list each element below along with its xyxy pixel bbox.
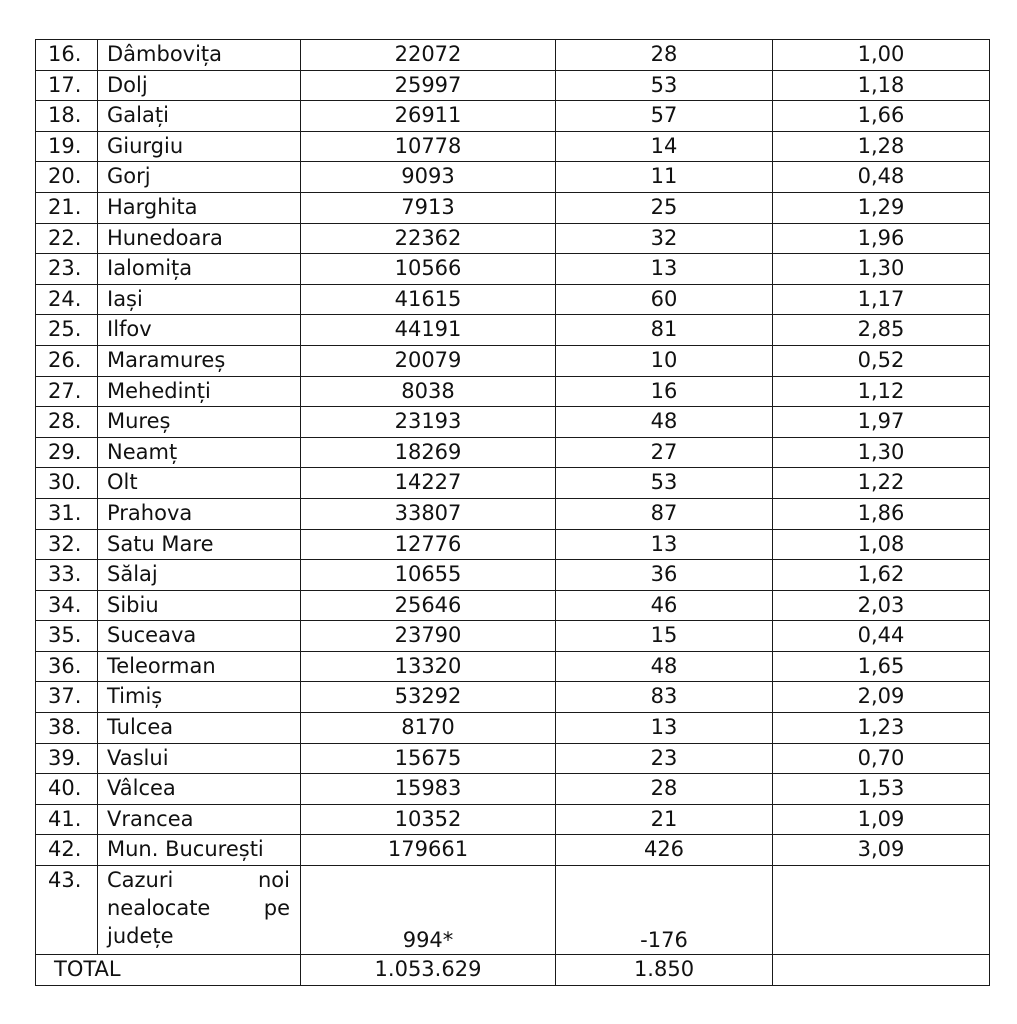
table-row	[36, 437, 990, 468]
table-row	[36, 651, 990, 682]
rate-cell: 1,09	[773, 804, 990, 835]
rate-cell: 1,66	[773, 101, 990, 132]
table-row-total	[36, 955, 990, 986]
cases-cell: 44191	[301, 315, 556, 346]
new-cases-cell: 36	[556, 560, 773, 591]
rate-cell: 1,12	[773, 376, 990, 407]
county-name: Suceava	[98, 621, 301, 652]
row-number: 37.	[36, 682, 98, 713]
rate-cell: 0,70	[773, 743, 990, 774]
new-cases-cell: 27	[556, 437, 773, 468]
table-row	[36, 101, 990, 132]
rate-cell: 1,97	[773, 407, 990, 438]
rate-cell: 1,53	[773, 774, 990, 805]
county-name: Vrancea	[98, 804, 301, 835]
table-row	[36, 774, 990, 805]
row-number: 43.	[36, 866, 98, 955]
new-cases-cell: 28	[556, 40, 773, 71]
rate-cell: 1,22	[773, 468, 990, 499]
rate-cell: 1,29	[773, 192, 990, 223]
new-cases-cell: 23	[556, 743, 773, 774]
row-number: 31.	[36, 498, 98, 529]
rate-cell	[773, 866, 990, 955]
county-name: Neamț	[98, 437, 301, 468]
county-name: Iași	[98, 284, 301, 315]
table-row	[36, 804, 990, 835]
county-name: Prahova	[98, 498, 301, 529]
table-row	[36, 315, 990, 346]
new-cases-cell: 426	[556, 835, 773, 866]
new-cases-cell: 21	[556, 804, 773, 835]
table-row	[36, 590, 990, 621]
cases-cell: 15675	[301, 743, 556, 774]
unallocated-label-line-2: nealocate pe	[107, 896, 290, 921]
table-row	[36, 376, 990, 407]
row-number: 26.	[36, 345, 98, 376]
rate-cell: 1,18	[773, 70, 990, 101]
table-row	[36, 407, 990, 438]
rate-cell: 1,23	[773, 713, 990, 744]
table-row	[36, 284, 990, 315]
cases-cell: 179661	[301, 835, 556, 866]
cases-cell: 994*	[301, 866, 556, 955]
row-number: 38.	[36, 713, 98, 744]
row-number: 39.	[36, 743, 98, 774]
cases-cell: 22072	[301, 40, 556, 71]
county-name: Maramureș	[98, 345, 301, 376]
table-row	[36, 345, 990, 376]
rate-cell: 0,44	[773, 621, 990, 652]
county-name: Mun. București	[98, 835, 301, 866]
row-number: 34.	[36, 590, 98, 621]
rate-cell: 0,52	[773, 345, 990, 376]
county-name: Gorj	[98, 162, 301, 193]
rate-cell: 3,09	[773, 835, 990, 866]
unallocated-label-line-1: Cazuri noi	[107, 868, 290, 893]
cases-cell: 41615	[301, 284, 556, 315]
new-cases-cell: 87	[556, 498, 773, 529]
table-row	[36, 254, 990, 285]
rate-cell: 1,00	[773, 40, 990, 71]
row-number: 41.	[36, 804, 98, 835]
new-cases-cell: 46	[556, 590, 773, 621]
county-name: Mehedinți	[98, 376, 301, 407]
county-name: Ialomița	[98, 254, 301, 285]
unallocated-label-line-3: județe	[107, 924, 174, 949]
county-name: Sibiu	[98, 590, 301, 621]
table-row-unallocated	[36, 866, 990, 955]
table-row	[36, 192, 990, 223]
row-number: 17.	[36, 70, 98, 101]
county-name: Harghita	[98, 192, 301, 223]
rate-cell: 1,28	[773, 131, 990, 162]
county-name: Vâlcea	[98, 774, 301, 805]
new-cases-cell: 81	[556, 315, 773, 346]
rate-cell: 2,03	[773, 590, 990, 621]
row-number: 18.	[36, 101, 98, 132]
new-cases-cell: 83	[556, 682, 773, 713]
cases-cell: 9093	[301, 162, 556, 193]
county-name: Vaslui	[98, 743, 301, 774]
row-number: 25.	[36, 315, 98, 346]
county-name: Teleorman	[98, 651, 301, 682]
rate-cell: 0,48	[773, 162, 990, 193]
rate-cell: 2,85	[773, 315, 990, 346]
row-number: 22.	[36, 223, 98, 254]
county-name-cell	[98, 866, 301, 955]
table-row	[36, 131, 990, 162]
new-cases-cell: 57	[556, 101, 773, 132]
new-cases-cell: 48	[556, 651, 773, 682]
county-name: Timiș	[98, 682, 301, 713]
cases-cell: 8038	[301, 376, 556, 407]
cases-cell: 10566	[301, 254, 556, 285]
cases-cell: 20079	[301, 345, 556, 376]
row-number: 23.	[36, 254, 98, 285]
table-row	[36, 621, 990, 652]
county-name: Satu Mare	[98, 529, 301, 560]
table-body	[36, 40, 990, 986]
new-cases-cell: -176	[556, 866, 773, 955]
row-number: 35.	[36, 621, 98, 652]
cases-cell: 12776	[301, 529, 556, 560]
new-cases-cell: 25	[556, 192, 773, 223]
cases-cell: 25646	[301, 590, 556, 621]
rate-cell: 2,09	[773, 682, 990, 713]
cases-cell: 15983	[301, 774, 556, 805]
table-row	[36, 468, 990, 499]
table-row	[36, 560, 990, 591]
new-cases-cell: 60	[556, 284, 773, 315]
cases-cell: 22362	[301, 223, 556, 254]
new-cases-cell: 11	[556, 162, 773, 193]
county-name: Dolj	[98, 70, 301, 101]
new-cases-cell: 13	[556, 713, 773, 744]
row-number: 19.	[36, 131, 98, 162]
cases-cell: 53292	[301, 682, 556, 713]
cases-cell: 10352	[301, 804, 556, 835]
table-row	[36, 70, 990, 101]
county-name: Dâmbovița	[98, 40, 301, 71]
table-row	[36, 743, 990, 774]
county-name: Mureș	[98, 407, 301, 438]
total-cases-cell: 1.053.629	[301, 955, 556, 986]
row-number: 36.	[36, 651, 98, 682]
row-number: 16.	[36, 40, 98, 71]
row-number: 42.	[36, 835, 98, 866]
table-row	[36, 40, 990, 71]
cases-cell: 13320	[301, 651, 556, 682]
cases-cell: 18269	[301, 437, 556, 468]
rate-cell: 1,30	[773, 254, 990, 285]
new-cases-cell: 48	[556, 407, 773, 438]
cases-cell: 8170	[301, 713, 556, 744]
table-row	[36, 223, 990, 254]
rate-cell: 1,96	[773, 223, 990, 254]
county-name: Hunedoara	[98, 223, 301, 254]
table-row	[36, 498, 990, 529]
cases-cell: 33807	[301, 498, 556, 529]
rate-cell: 1,08	[773, 529, 990, 560]
cases-cell: 10655	[301, 560, 556, 591]
cases-cell: 14227	[301, 468, 556, 499]
county-name: Sălaj	[98, 560, 301, 591]
row-number: 33.	[36, 560, 98, 591]
total-new-cases-cell: 1.850	[556, 955, 773, 986]
new-cases-cell: 13	[556, 529, 773, 560]
rate-cell: 1,17	[773, 284, 990, 315]
county-name: Galați	[98, 101, 301, 132]
county-name: Tulcea	[98, 713, 301, 744]
new-cases-cell: 10	[556, 345, 773, 376]
new-cases-cell: 53	[556, 468, 773, 499]
rate-cell: 1,30	[773, 437, 990, 468]
row-number: 30.	[36, 468, 98, 499]
rate-cell: 1,62	[773, 560, 990, 591]
table-row	[36, 162, 990, 193]
cases-cell: 10778	[301, 131, 556, 162]
cases-cell: 26911	[301, 101, 556, 132]
row-number: 27.	[36, 376, 98, 407]
new-cases-cell: 13	[556, 254, 773, 285]
table-row	[36, 529, 990, 560]
cases-cell: 25997	[301, 70, 556, 101]
cases-cell: 7913	[301, 192, 556, 223]
county-name: Ilfov	[98, 315, 301, 346]
rate-cell: 1,65	[773, 651, 990, 682]
row-number: 21.	[36, 192, 98, 223]
row-number: 40.	[36, 774, 98, 805]
row-number: 29.	[36, 437, 98, 468]
table-row	[36, 835, 990, 866]
county-name: Olt	[98, 468, 301, 499]
rate-cell: 1,86	[773, 498, 990, 529]
total-rate-cell	[773, 955, 990, 986]
row-number: 20.	[36, 162, 98, 193]
new-cases-cell: 16	[556, 376, 773, 407]
county-name: Giurgiu	[98, 131, 301, 162]
new-cases-cell: 15	[556, 621, 773, 652]
row-number: 32.	[36, 529, 98, 560]
row-number: 28.	[36, 407, 98, 438]
cases-cell: 23193	[301, 407, 556, 438]
total-label: TOTAL	[36, 955, 301, 986]
new-cases-cell: 28	[556, 774, 773, 805]
new-cases-cell: 32	[556, 223, 773, 254]
row-number: 24.	[36, 284, 98, 315]
table-row	[36, 713, 990, 744]
table-row	[36, 682, 990, 713]
new-cases-cell: 14	[556, 131, 773, 162]
cases-cell: 23790	[301, 621, 556, 652]
county-cases-table	[35, 39, 990, 986]
new-cases-cell: 53	[556, 70, 773, 101]
